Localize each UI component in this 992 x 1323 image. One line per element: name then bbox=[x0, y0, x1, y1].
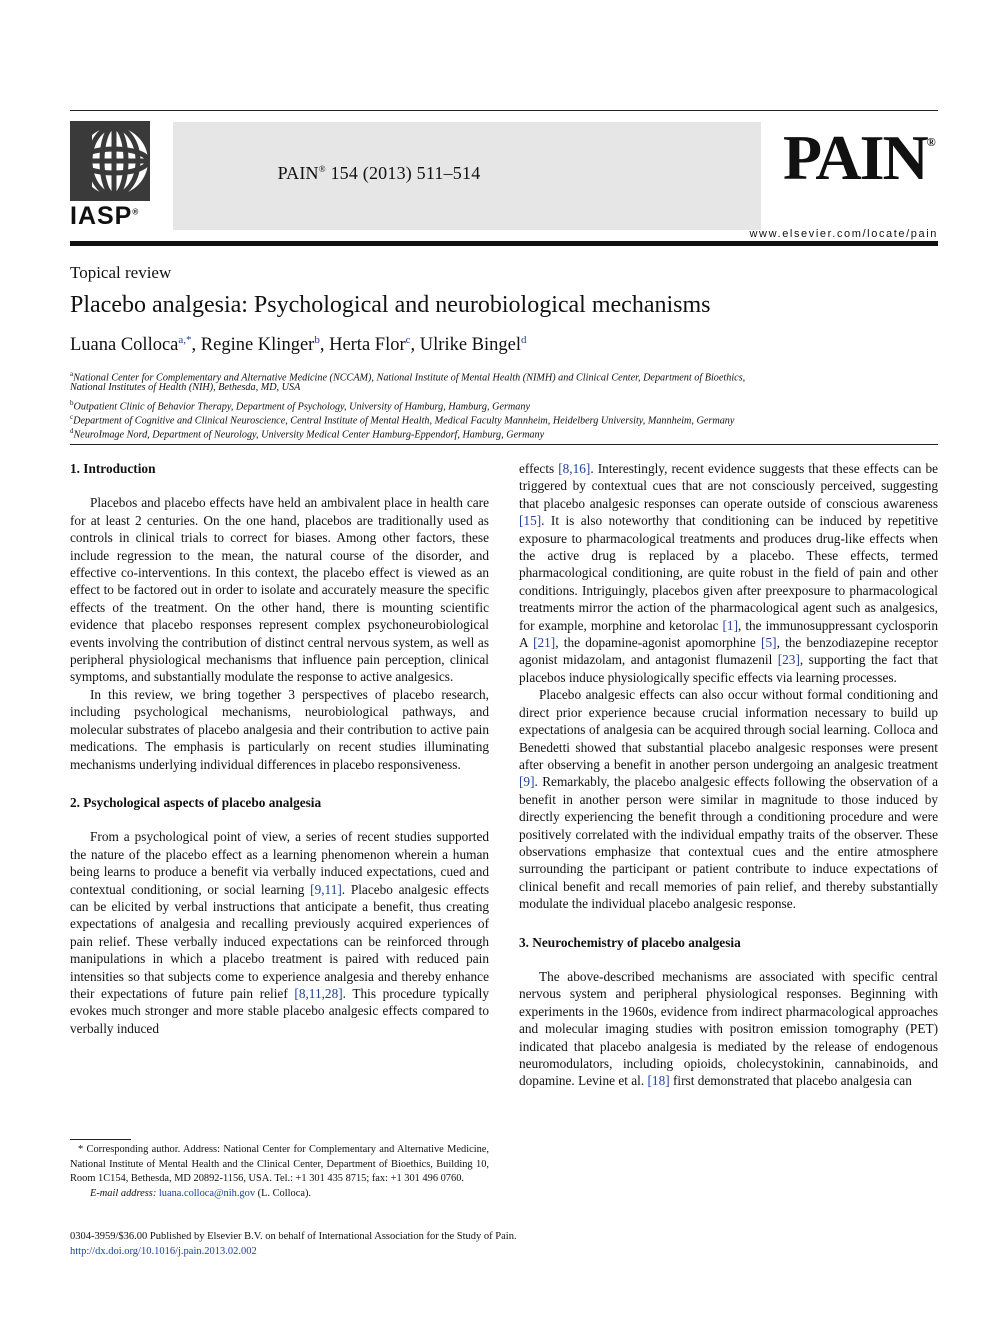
paragraph: From a psychological point of view, a series of recent studies supported the nature of the placebo effect as a learning phenomenon wherein a human being learns to produce a benefit via verbally induced expectations, cued and contextual conditioning, or social learning [9,11]. Placebo analgesic effects can be elicited by verbal instructions that anticipate a benefit, thus creating expectations of analgesia and recalling previously acquired experiences of pain relief. These verbally induced expectations can be reinforced through manipulations in which a placebo treatment is paired with reduced pain intensities so that subjects come to experience analgesia and thereby enhance their expectations of future pain relief [8,11,28]. This procedure typically evokes much stronger and more stable placebo analgesic effects compared to verbally induced bbox=[70, 829, 490, 1036]
paragraph: Placebo analgesic effects can also occur without formal conditioning and direct prior experience because crucial information necessary to build up expectations of analgesia can be acquired through social learning. Colloca and Benedetti showed that substantial placebo analgesic responses were present after observing a benefit in another person undergoing an analgesic treatment [9]. Remarkably, the placebo analgesic effects following the observation of a benefit in another person were similar in magnitude to those induced by directly experiencing the benefit through a conditioning procedure and were positively correlated with the individual empathy traits of the observer. These observations emphasize that contextual cues and the entire atmosphere surrounding the participant or patient contribute to induce expectations of clinical benefit and recall memories of pain relief, and thereby substantially modulate the individual placebo analgesic response. bbox=[519, 687, 938, 912]
right-column bbox=[519, 460, 938, 1090]
citation-link[interactable]: [8,11,28] bbox=[294, 985, 343, 1001]
author-affil-link[interactable]: b bbox=[314, 334, 320, 346]
article-type: Topical review bbox=[70, 263, 172, 282]
footnote-text: * Corresponding author. Address: National Center for Complementary and Alternative Medicine, National Institute of Mental Health and the Clinical Center, Department of Bioethics, Building 10, Room 1C154, Bethesda, MD 20892-1156, USA. Tel.: +1 301 435 8715; fax: +1 301 496 0760. bbox=[70, 1144, 489, 1184]
citation-link[interactable]: [9] bbox=[519, 774, 535, 790]
citation-link[interactable]: [15] bbox=[519, 513, 542, 529]
issn-line: 0304-3959/$36.00 Published by Elsevier B.V. on behalf of International Association for the Study of Pain. bbox=[70, 1231, 517, 1242]
paragraph: In this review, we bring together 3 perspectives of placebo research, including psychological mechanisms, neurobiological pathways, and molecular substrates of placebo analgesia and their contribution to active pain medications. The emphasis is particularly on recent studies illuminating mechanisms underlying individual differences in placebo responsiveness. bbox=[70, 686, 489, 772]
title-rule bbox=[70, 444, 938, 445]
affiliation: $^b$Outpatient Clinic of Behavior Therapy, Department of Psychology, University of Hamburg, Hamburg, Germany bbox=[70, 399, 530, 413]
header-thick-rule bbox=[70, 241, 938, 246]
author-affil-link[interactable]: a,* bbox=[178, 334, 192, 346]
footnote-rule bbox=[70, 1139, 131, 1140]
citation-link[interactable]: [5] bbox=[761, 635, 777, 651]
citation-link[interactable]: [9,11] bbox=[310, 881, 342, 897]
iasp-logo bbox=[70, 121, 150, 201]
affiliation: $^c$Department of Cognitive and Clinical Neuroscience, Central Institute of Mental Health, Medical Faculty Mannheim, Heidelberg University, Mannheim, Germany bbox=[70, 413, 735, 427]
author-name: Herta Flor bbox=[329, 335, 406, 356]
author-name: Regine Klinger bbox=[200, 335, 315, 356]
author-list: Luana Colloca$^{a,*}$, Regine Klinger$^b$, Herta Flor$^c$, Ulrike Bingel$^d$ bbox=[70, 334, 527, 356]
affiliation: National Institutes of Health (NIH), Bethesda, MD, USA bbox=[70, 382, 301, 393]
citation-link[interactable]: [1] bbox=[722, 617, 739, 633]
citation-link[interactable]: [18] bbox=[647, 1073, 670, 1089]
doi-link[interactable]: http://dx.doi.org/10.1016/j.pain.2013.02.002 bbox=[70, 1245, 257, 1257]
paragraph: Placebos and placebo effects have held an ambivalent place in health care for at least 2 centuries. On the one hand, placebos are traditionally used as controls in clinical trials to correct for biases. Among other factors, these include regression to the mean, the natural course of the disorder, and effective co-interventions. In this context, the placebo effect is viewed as an effect to be factored out in order to isolate and accurately measure the specific effects of the treatment. On the other hand, there is mounting scientific evidence that placebo responses represent complex psychoneurobiological events involving the contribution of distinct central nervous system, as well as peripheral physiological mechanisms that influence pain perception, clinical symptoms, and substantially modulate the response to active analgesics. bbox=[70, 495, 489, 685]
section-heading: 1. Introduction bbox=[70, 461, 156, 476]
iasp-logo-text: IASP® bbox=[70, 202, 140, 230]
affiliation: $^d$NeuroImage Nord, Department of Neurology, University Medical Center Hamburg-Eppendorf, Hamburg, Germany bbox=[70, 427, 545, 441]
header-top-rule bbox=[70, 110, 938, 111]
journal-url[interactable]: www.elsevier.com/locate/pain bbox=[749, 228, 938, 240]
section-heading: 2. Psychological aspects of placebo analgesia bbox=[70, 794, 322, 810]
footnote-email: E-mail address: luana.colloca@nih.gov (L. Colloca). bbox=[90, 1187, 312, 1199]
corresponding-author-footnote bbox=[70, 1143, 489, 1201]
section-heading: 3. Neurochemistry of placebo analgesia bbox=[519, 934, 741, 950]
journal-citation: PAIN® 154 (2013) 511–514 bbox=[277, 163, 481, 183]
author-affil-link[interactable]: c bbox=[405, 334, 411, 346]
email-link[interactable]: luana.colloca@nih.gov bbox=[158, 1187, 256, 1199]
paragraph: The above-described mechanisms are associated with specific central nervous system and peripheral physiological responses. Beginning with experiments in the 1960s, evidence from indirect pharmacological approaches and molecular imaging studies with positron emission tomography (PET) indicated that placebo analgesia is mediated by the release of endogenous neuromodulators, including opioids, cholecystokinin, cannabinoids, and dopamine. Levine et al. [18] first demonstrated that placebo analgesia can bbox=[519, 968, 938, 1089]
paragraph: effects [8,16]. Interestingly, recent evidence suggests that these effects can be triggered by contextual cues that are not consciously perceived, suggesting that placebo analgesic responses can operate outside of conscious awareness [15]. It is also noteworthy that conditioning can be induced by repetitive exposure to pharmacological treatments and produces drug-like effects when the active drug is replaced by a placebo. These effects, termed pharmacological conditioning, are quite robust in the field of pain and other conditions. Intriguingly, placebos given after preexposure to pharmacological treatments mirror the action of the pharmacological agent such as analgesics, for example, morphine and ketorolac [1], the immunosuppressant cyclosporin A [21], the dopamine-agonist apomorphine [5], the benzodiazepine receptor agonist midazolam, and antagonist flumazenil [23], supporting the fact that placebos induce physiologically specific effects via learning processes. bbox=[519, 461, 938, 685]
pain-logo: PAIN® bbox=[783, 122, 936, 193]
author-name: Ulrike Bingel bbox=[419, 335, 521, 356]
affiliation: $^a$National Center for Complementary and Alternative Medicine (NCCAM), National Institute of Mental Health (NIMH) and Clinical Center, Department of Bioethics, bbox=[70, 370, 746, 384]
citation-link[interactable]: [8,16] bbox=[558, 461, 591, 476]
author-affil-link[interactable]: d bbox=[521, 334, 527, 346]
citation-link[interactable]: [21] bbox=[533, 635, 556, 651]
citation-link[interactable]: [23] bbox=[777, 652, 800, 668]
article-title: Placebo analgesia: Psychological and neurobiological mechanisms bbox=[70, 292, 711, 318]
iasp-globe-icon bbox=[70, 121, 150, 201]
publisher-footer bbox=[70, 1230, 517, 1259]
author-name: Luana Colloca bbox=[70, 335, 179, 356]
left-column bbox=[70, 460, 489, 1037]
